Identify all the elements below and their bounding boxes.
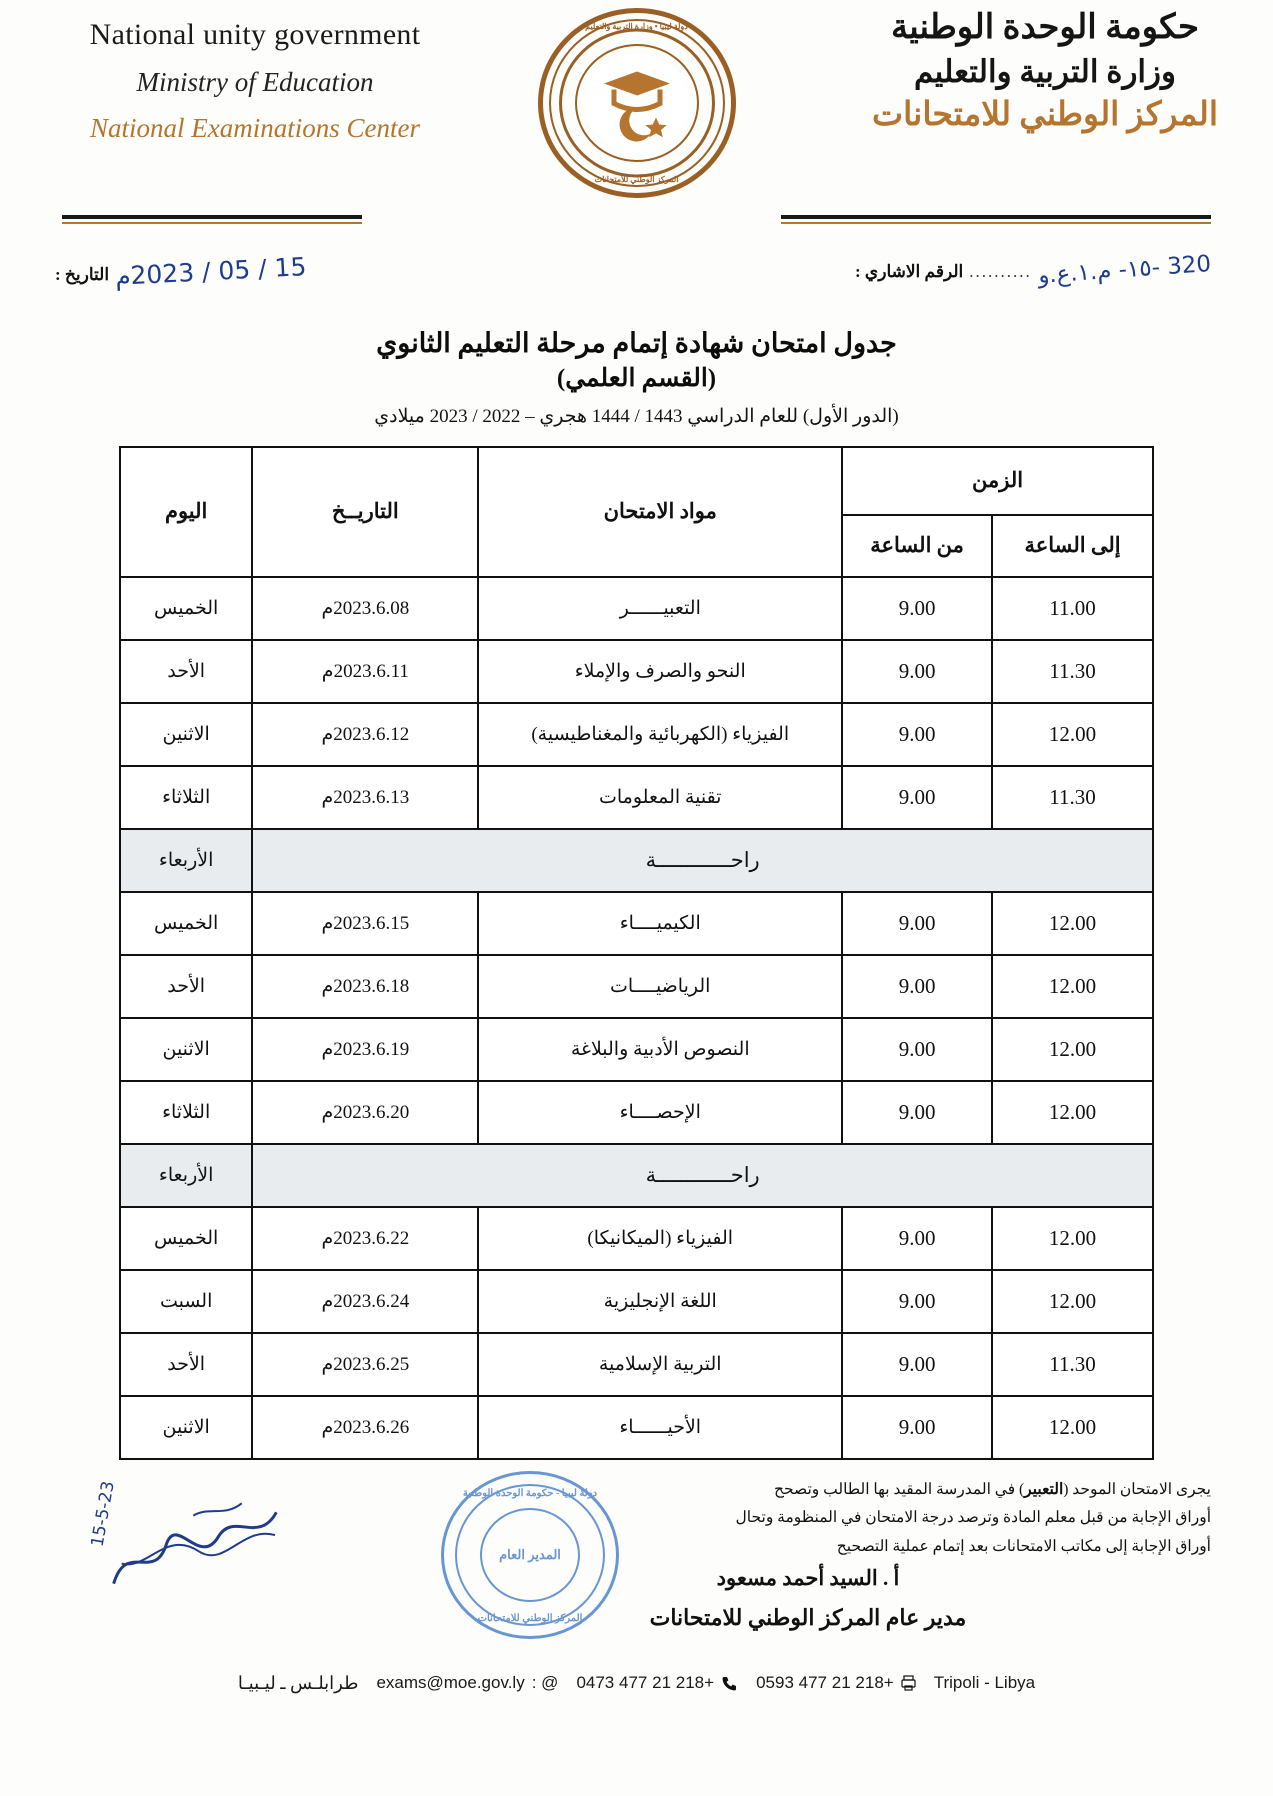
seal-top-text: دولة ليبيا • وزارة التربية والتعليم xyxy=(585,22,688,31)
cell-from: 9.00 xyxy=(842,1207,992,1270)
table-body xyxy=(120,577,1153,1459)
cell-day: السبت xyxy=(120,1270,252,1333)
cell-date: 2023.6.19م xyxy=(252,1018,478,1081)
cell-day: الثلاثاء xyxy=(120,1081,252,1144)
cell-from: 9.00 xyxy=(842,955,992,1018)
reference-dots: .......... xyxy=(969,262,1032,281)
table-row xyxy=(120,703,1153,766)
stamp-bottom-text: المركز الوطني للامتحانات xyxy=(477,1612,583,1624)
cell-to: 12.00 xyxy=(992,1270,1153,1333)
org-line-country-ar: حكومة الوحدة الوطنية xyxy=(890,9,1200,46)
cell-date: 2023.6.25م xyxy=(252,1333,478,1396)
reference-label: الرقم الاشاري : xyxy=(855,262,964,281)
cell-to: 11.30 xyxy=(992,766,1153,829)
date-field xyxy=(55,252,308,291)
cell-subject: اللغة الإنجليزية xyxy=(478,1270,842,1333)
th-from-hour: من الساعة xyxy=(842,515,992,577)
fax-number: +218 21 477 0593 xyxy=(756,1673,894,1693)
cell-day: الاثنين xyxy=(120,703,252,766)
cell-subject: النصوص الأدبية والبلاغة xyxy=(478,1018,842,1081)
signature-block xyxy=(593,1566,1023,1631)
seal-bottom-text: المركز الوطني للامتحانات xyxy=(594,175,679,184)
cell-from: 9.00 xyxy=(842,1270,992,1333)
cell-day: الاثنين xyxy=(120,1018,252,1081)
table-header-row-group xyxy=(120,447,1153,515)
cell-day: الخميس xyxy=(120,1207,252,1270)
signer-name: أ . السيد أحمد مسعود xyxy=(716,1565,900,1590)
cell-subject: الفيزياء (الميكانيكا) xyxy=(478,1207,842,1270)
email-prefix: @ : xyxy=(531,1673,559,1693)
cell-from: 9.00 xyxy=(842,766,992,829)
contact-city-en xyxy=(934,1673,1035,1693)
cell-date: 2023.6.24م xyxy=(252,1270,478,1333)
document-footer xyxy=(0,1470,1273,1720)
cell-day: الاثنين xyxy=(120,1396,252,1459)
th-to-hour: إلى الساعة xyxy=(992,515,1153,577)
contact-email xyxy=(376,1673,558,1693)
table-row xyxy=(120,955,1153,1018)
stamp-middle-text: المدير العام xyxy=(499,1546,561,1562)
cell-day: الأحد xyxy=(120,955,252,1018)
cell-day: الأربعاء xyxy=(120,829,252,892)
letterhead xyxy=(0,0,1273,215)
org-line-country-en: National unity government xyxy=(89,18,421,51)
cell-to: 12.00 xyxy=(992,892,1153,955)
table-row xyxy=(120,1081,1153,1144)
city-label-en: Tripoli - Libya xyxy=(933,1673,1036,1693)
cell-from: 9.00 xyxy=(842,892,992,955)
footer-note-line: يجرى الامتحان الموحد (التعبير) في المدرسة المقيد بها الطالب وتصحح xyxy=(774,1480,1211,1498)
signature-stroke-icon xyxy=(94,1489,296,1607)
cell-day: الأحد xyxy=(120,640,252,703)
cell-from: 9.00 xyxy=(842,640,992,703)
cell-date: 2023.6.12م xyxy=(252,703,478,766)
fax-icon xyxy=(901,1675,916,1691)
cell-subject: الفيزياء (الكهربائية والمغناطيسية) xyxy=(478,703,842,766)
date-label: التاريخ : xyxy=(55,265,110,284)
cell-subject: التعبيــــــر xyxy=(478,577,842,640)
handwritten-signature xyxy=(60,1479,290,1588)
table-row xyxy=(120,640,1153,703)
cell-subject: الأحيــــــاء xyxy=(478,1396,842,1459)
org-line-center-ar: المركز الوطني للامتحانات xyxy=(872,97,1218,134)
cell-subject: النحو والصرف والإملاء xyxy=(478,640,842,703)
table-row xyxy=(120,1270,1153,1333)
table-row-rest xyxy=(120,1144,1153,1207)
stamp-top-text: دولة ليبيا - حكومة الوحدة الوطنية xyxy=(462,1487,598,1499)
table-row xyxy=(120,577,1153,640)
cell-from: 9.00 xyxy=(842,577,992,640)
cell-date: 2023.6.13م xyxy=(252,766,478,829)
letterhead-arabic xyxy=(845,6,1245,137)
cell-to: 12.00 xyxy=(992,1081,1153,1144)
phone-icon xyxy=(721,1675,738,1691)
footer-note-line: أوراق الإجابة من قبل معلم المادة وترصد درجة الامتحان في المنظومة وتحال xyxy=(735,1509,1211,1527)
rest-label-cell: راحــــــــــــة xyxy=(252,829,1153,892)
table-head xyxy=(120,447,1153,577)
email-address: exams@moe.gov.ly xyxy=(376,1673,525,1693)
page-title: جدول امتحان شهادة إتمام مرحلة التعليم الثانوي xyxy=(376,328,897,358)
meta-fields xyxy=(0,245,1273,313)
table-row xyxy=(120,766,1153,829)
th-subjects: مواد الامتحان xyxy=(478,447,842,577)
org-line-ministry-ar: وزارة التربية والتعليم xyxy=(914,54,1176,90)
org-line-center-en: National Examinations Center xyxy=(90,112,420,143)
cell-subject: التربية الإسلامية xyxy=(478,1333,842,1396)
contact-fax xyxy=(756,1673,916,1693)
cell-day: الخميس xyxy=(120,577,252,640)
th-time-group: الزمن xyxy=(842,447,1153,515)
signer-role: مدير عام المركز الوطني للامتحانات xyxy=(649,1604,967,1630)
footer-note-line: أوراق الإجابة إلى مكاتب الامتحانات بعد إتمام عملية التصحيح xyxy=(836,1538,1211,1556)
contact-phone xyxy=(576,1673,738,1693)
cell-from: 9.00 xyxy=(842,1018,992,1081)
official-seal-icon xyxy=(537,8,737,198)
reference-field xyxy=(855,250,1212,290)
cell-subject: الإحصــــاء xyxy=(478,1081,842,1144)
table-row xyxy=(120,1396,1153,1459)
org-line-ministry-en: Ministry of Education xyxy=(136,66,374,97)
cell-from: 9.00 xyxy=(842,1396,992,1459)
city-label-ar: طرابلـس ـ ليـبيـا xyxy=(237,1672,359,1693)
letterhead-english xyxy=(55,14,455,147)
cell-date: 2023.6.15م xyxy=(252,892,478,955)
cell-date: 2023.6.26م xyxy=(252,1396,478,1459)
cell-to: 12.00 xyxy=(992,1207,1153,1270)
signature-date-handwritten: 15-5-23 xyxy=(87,1479,119,1549)
table-row xyxy=(120,1018,1153,1081)
cell-from: 9.00 xyxy=(842,703,992,766)
cell-from: 9.00 xyxy=(842,1081,992,1144)
cell-date: 2023.6.20م xyxy=(252,1081,478,1144)
cell-to: 12.00 xyxy=(992,1396,1153,1459)
page-subtitle-section: (القسم العلمي) xyxy=(556,364,717,392)
cell-to: 12.00 xyxy=(992,703,1153,766)
cell-to: 11.00 xyxy=(992,577,1153,640)
th-day: اليوم xyxy=(120,447,252,577)
document-titles xyxy=(0,327,1273,428)
graduation-cap-crescent-icon xyxy=(594,63,680,143)
cell-day: الثلاثاء xyxy=(120,766,252,829)
table-row xyxy=(120,892,1153,955)
academic-year-line: (الدور الأول) للعام الدراسي 1443 / 1444 هجري – 2022 / 2023 ميلادي xyxy=(374,405,899,427)
date-value-handwritten: 15 / 05 / 2023م xyxy=(114,252,308,291)
footer-note-emphasis: التعبير xyxy=(1024,1480,1064,1498)
contact-bar xyxy=(0,1673,1273,1694)
cell-from: 9.00 xyxy=(842,1333,992,1396)
phone-number: +218 21 477 0473 xyxy=(576,1673,715,1693)
table-row xyxy=(120,1207,1153,1270)
cell-subject: الرياضيــــات xyxy=(478,955,842,1018)
cell-day: الخميس xyxy=(120,892,252,955)
cell-to: 12.00 xyxy=(992,955,1153,1018)
exam-schedule-table xyxy=(119,446,1154,1460)
table-row xyxy=(120,1333,1153,1396)
reference-value-handwritten: 320 -١٥- م.١.ع.و xyxy=(1037,250,1212,290)
cell-date: 2023.6.22م xyxy=(252,1207,478,1270)
exam-schedule-table-wrapper xyxy=(119,446,1154,1460)
cell-day: الأربعاء xyxy=(120,1144,252,1207)
cell-date: 2023.6.18م xyxy=(252,955,478,1018)
cell-day: الأحد xyxy=(120,1333,252,1396)
cell-to: 12.00 xyxy=(992,1018,1153,1081)
th-date: التاريــخ xyxy=(252,447,478,577)
cell-date: 2023.6.11م xyxy=(252,640,478,703)
seal-emblem-icon xyxy=(585,54,689,153)
table-row-rest xyxy=(120,829,1153,892)
header-divider xyxy=(0,215,1273,245)
cell-date: 2023.6.08م xyxy=(252,577,478,640)
cell-subject: تقنية المعلومات xyxy=(478,766,842,829)
rest-label-cell: راحــــــــــــة xyxy=(252,1144,1153,1207)
cell-to: 11.30 xyxy=(992,640,1153,703)
cell-to: 11.30 xyxy=(992,1333,1153,1396)
cell-subject: الكيميــــاء xyxy=(478,892,842,955)
contact-city-ar xyxy=(238,1673,359,1694)
footer-notes xyxy=(571,1476,1211,1562)
